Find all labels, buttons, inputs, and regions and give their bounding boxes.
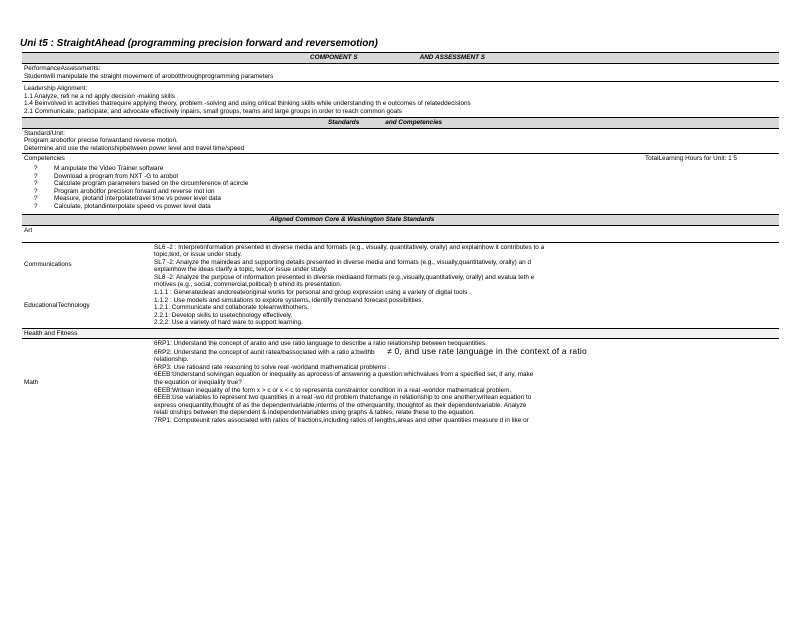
standard-line: relationship. [154,356,189,364]
standard-line: SL8 -2: Analyze the purpose of information presented in diverse mediaand formats (e.g.,visually,quantitatively, orally) and evalua teth e [154,273,535,281]
standard-line: express onequantity,thought of as the dependentvariable,interms of the otherquantity, thoughtof as their dependentvariable. Analyze [154,401,527,409]
standard-line: explainhow the ideas clarify a topic, text,or issue under study. [154,266,328,274]
document-table [22,52,779,426]
standards-row-health [22,329,779,339]
standard-line: relati onships between the dependent & independentvariables using graphs & tables, relate these to the equation. [154,409,475,417]
standards-heading: Standards [328,118,360,126]
subject-health-fitness: Health and Fitness [24,329,78,337]
comm-edtech-standards [152,243,779,329]
standard-line: 6EEB:Understand solvingan equation or inequality as aprocess of answering a question:whichvalues from a specified set, if any, make [154,371,534,379]
competencies-list [34,165,777,211]
aligned-standards-heading: Aligned Common Core & Washington State Standards [270,215,435,223]
unit-title: Uni t5 : StraightAhead (programming precision forward and reversemotion) [20,38,378,49]
leadership-item: 2.1 Communicate, participate, and advocate effectively inpairs, small groups, teams and large groups in order to reach common goals [24,107,402,115]
leadership-label: Leadership Alignment: [24,85,88,93]
components-heading: COMPONENT S [310,54,358,61]
standard-line: 6EEB:Use variables to represent two quantities in a real -wo rld problem thatchange in relationship to one another;writean equation to [154,394,532,402]
standard-line: 6RP1: Understand the concept of aratio and use ratio language to describe a ratio relationship between twoquantities. [154,340,487,348]
bullet-icon: ? [34,180,38,188]
list-item [34,180,777,188]
subject-educational-technology: EducationalTechnology [24,302,90,310]
standard-line: 1.1.2 : Use models and simulations to explore systems, identify trendsand forecast possibilities. [154,296,424,304]
list-item [34,165,777,173]
list-item [34,195,777,203]
aligned-standards-bar [22,215,779,226]
bullet-icon: ? [34,164,38,172]
standard-line: SL7 -2: Analyze the mainideas and supporting details presented in diverse media and formats (e.g., visually,quantitatively, orally) an d [154,258,532,266]
standard-line: 6RP2: Understand the concept of aunit ratea/bassociated with a ratio a:bwithb [154,348,375,356]
standard-line: 6EEB:Writean inequality of the form x > c or x < c to representa constraintor condition in a real -worldor mathematical problem. [154,386,512,394]
competency-text: Program arobotfor precision forward and reverse mot ion [54,187,215,195]
bullet-icon: ? [34,172,38,180]
standards-row-math [22,339,779,426]
leadership-item: 1.4 Beinvolved in activities thatrequire applying theory, problem -solving and using critical thinking skills while understanding th e outcomes of relateddecisions [24,100,471,108]
competencies-heading: and Competencies [385,118,443,126]
assessments-heading: AND ASSESSMENT S [419,54,486,61]
standard-line-emphasis: ≠ 0, and use rate language in the context of a ratio [387,347,587,356]
subject-communications: Communications [24,260,72,268]
components-header-bar [22,53,779,64]
standard-line: 6RP3: Use ratioand rate reasoning to solve real -worldand mathematical problems . [154,363,390,371]
total-learning-hours: TotalLearning Hours for Unit: 1 5 [644,155,737,163]
competency-text: M anipulate the Video Trainer software [54,164,164,172]
leadership-item: 1.1 Analyze, refi ne a nd apply decision -making skills [24,92,175,100]
bullet-icon: ? [34,187,38,195]
standard-line: 2.2.2: Use a variety of hard ware to support learning. [154,319,303,327]
standard-unit-section [22,129,779,155]
standard-line: SL6 -2 : Interpretinformation presented in diverse media and formats (e.g., visually, quantitatively, orally) and explainhow it contributes to a [154,243,545,251]
competencies-section [22,154,779,214]
math-standards [152,339,779,426]
subject-art: Art [24,226,33,234]
competency-text: Calculate, plotandinterpolate speed vs power level data [54,202,211,210]
standard-unit-item: Determine and use the relationshipbetween power level and travel time/speed [24,144,245,152]
performance-text: Studentwill manipulate the straight movement of arobotthroughprogramming parameters [24,72,274,80]
performance-label: PerformanceAssessments: [24,65,101,72]
standard-line: the equation or inequality true? [154,379,242,386]
competencies-label: Competencies [24,155,65,163]
standard-line: 2.2.1: Develop skills to usetechnology effectively. [154,311,293,319]
standard-line: motives (e.g., social, commercial,political) b ehind its presentation. [154,281,342,289]
standard-line: 1.2.1: Communicate and collaborate tolearnwithothers. [154,304,309,312]
competency-text: Download a program from NXT -G to arobot [54,172,179,180]
standard-unit-item: Program arobotfor precise forwardand reverse motion. [24,137,178,145]
list-item [34,203,777,211]
standard-line: 7RP1: Computeunit rates associated with ratios of fractions,including ratios of lengths,areas and other quantities measure d in like or [154,416,529,424]
standards-row-comm-edtech [22,243,779,330]
standard-unit-label: Standard/Unit: [24,129,65,137]
competency-text: Measure, plotand interpolatetravel time vs power level data [54,195,221,203]
bullet-icon: ? [34,195,38,203]
standard-line: 1.1.1 : Generateideas andcreateoriginal works for personal and group expression using a variety of digital tools . [154,289,471,297]
leadership-section [22,82,779,117]
list-item [34,188,777,196]
subject-math: Math [24,378,39,386]
competency-text: Calculate program parameters based on the circumference of acircle [54,180,249,188]
standard-line: topic,text, or issue under study. [154,251,242,259]
performance-section [22,64,779,82]
standards-row-art [22,226,779,243]
standards-header-bar [22,118,779,129]
bullet-icon: ? [34,202,38,210]
list-item [34,173,777,181]
